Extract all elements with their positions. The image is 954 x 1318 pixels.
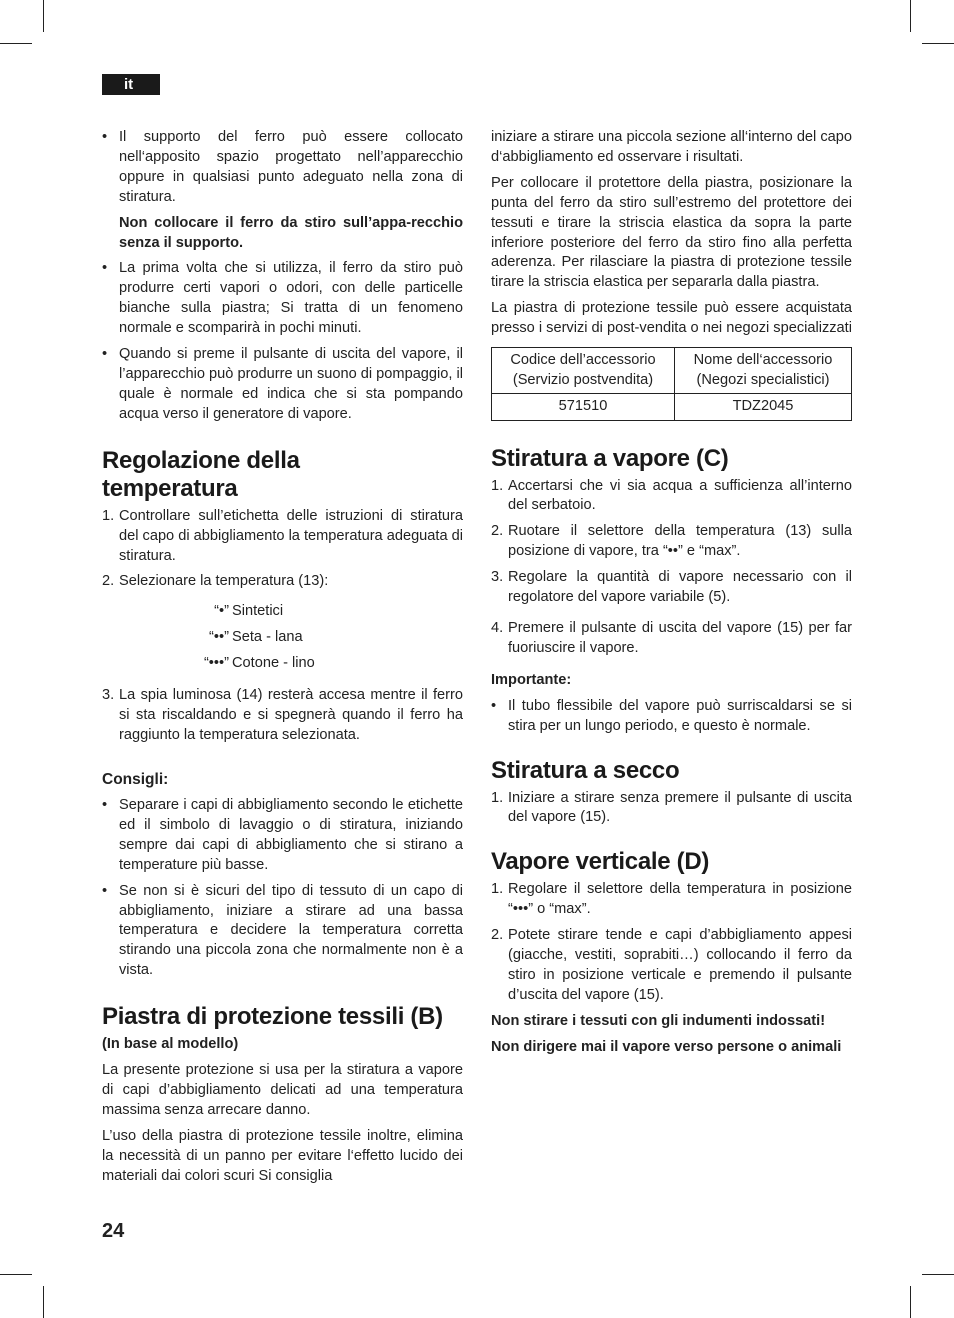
list-item (102, 345, 463, 425)
title-line: temperatura (102, 474, 238, 502)
temperature-row (102, 598, 463, 624)
numbered-step (491, 568, 852, 608)
bullet: • (491, 697, 497, 714)
numbered-step (491, 926, 852, 1006)
section-title-dry: Stiratura a secco (491, 756, 680, 784)
list-item-text: Quando si preme il pulsante di uscita del vapore, il l’apparecchio può produrre un suono di pompaggio, il quale è normale ed indica che si sta pompando acqua verso il generatore di vapore. (119, 346, 463, 422)
step-number: 1. (491, 789, 504, 806)
step-number: 4. (491, 620, 504, 636)
bullet: • (102, 797, 108, 814)
bullet: • (102, 882, 108, 899)
right-column (491, 128, 852, 1064)
paragraph: Per collocare il protettore della piastra, posizionare la punta del ferro da stiro sull’estremo del protettore dei tessuti e tirare la striscia elastica da sopra la parte inferiore posteriore del ferro da stiro fino alla perfetta aderenza. Per rilasciare la piastra di protezione tessile tirare la striscia elastica per separarla dalla piastra. (491, 174, 852, 291)
table-row (492, 394, 852, 421)
list-item-text: Se non si è sicuri del tipo di tessuto di un capo di abbigliamento, iniziare a stirare ad una bassa temperatura e decidere la temperatura corretta stirando una piccola zona che normalmente non è a vista. (119, 882, 463, 979)
numbered-step (491, 522, 852, 562)
paragraph: La piastra di protezione tessile può essere acquistata presso i servizi di post-vendita o nei negozi specializzati (491, 300, 852, 337)
title-line: Regolazione della (102, 446, 300, 474)
left-column (102, 128, 463, 1193)
step-text: Regolare il selettore della temperatura in posizione “•••” o “max”. (508, 881, 852, 918)
bullet: • (102, 129, 108, 145)
list-item-text: Separare i capi di abbigliamento secondo le etichette ed il simbolo di lavaggio o di stiratura, iniziando sempre dai capi di abbigliamento che si stirano a temperature più basse. (119, 797, 463, 873)
list-item (491, 697, 852, 737)
header-line: (Servizio postvendita) (512, 371, 654, 388)
temperature-symbol: “••” (209, 629, 229, 646)
step-text: Premere il pulsante di uscita del vapore (15) per far fuoriuscire il vapore. (508, 620, 852, 656)
numbered-step (491, 789, 852, 829)
step-text: Controllare sull’etichetta delle istruzioni di stiratura del capo di abbigliamento la temperatura adeguata di stiratura. (119, 507, 464, 564)
step-text: La spia luminosa (14) resterà accesa mentre il ferro si sta riscaldando e si spegnerà quando il ferro ha raggiunto la temperatura selezionata. (119, 687, 463, 744)
important-title: Importante: (491, 671, 572, 688)
temperature-list (102, 598, 463, 676)
temperature-label: Sintetici (232, 603, 284, 620)
step-text: Ruotare il selettore della temperatura (13) sulla posizione di vapore, tra “••” e “max”. (508, 523, 852, 560)
page-number: 24 (102, 1220, 125, 1242)
step-number: 1. (491, 477, 504, 494)
table-header-cell (492, 348, 675, 394)
language-tab: it (102, 74, 160, 95)
step-number: 3. (102, 687, 115, 704)
step-text: Regolare la quantità di vapore necessario con il regolatore del vapore variabile (5). (508, 569, 852, 606)
step-text: Accertarsi che vi sia acqua a sufficienza all’interno del serbatoio. (508, 477, 852, 514)
list-item (102, 882, 463, 982)
list-item-text: Il supporto del ferro può essere collocato nell‘apposito spazio progettato nell’apparecchio oppure in qualsiasi punto adeguato nella zona di stiratura. (119, 129, 463, 205)
numbered-step (102, 507, 463, 567)
section-title-plate: Piastra di protezione tessili (B) (102, 1003, 443, 1031)
numbered-step (491, 619, 852, 659)
crop-mark (910, 0, 911, 32)
section-subtitle: (In base al modello) (102, 1036, 239, 1053)
section-title-vertical: Vapore verticale (D) (491, 848, 710, 876)
step-text: Selezionare la temperatura (13): (119, 573, 329, 590)
paragraph: iniziare a stirare una piccola sezione all‘interno del capo d‘abbigliamento ed osservare i risultati. (491, 129, 852, 165)
warning-text: Non stirare i tessuti con gli indumenti indossati! (491, 1012, 826, 1029)
crop-mark (922, 1274, 954, 1275)
table-cell: 571510 (492, 394, 675, 421)
numbered-step (491, 880, 852, 920)
table-header-cell (675, 348, 852, 394)
crop-mark (0, 1274, 32, 1275)
section-title-temperature (102, 447, 463, 503)
list-item (102, 796, 463, 876)
accessory-table (491, 347, 852, 421)
temperature-label: Seta - lana (232, 629, 303, 646)
numbered-step (102, 572, 463, 592)
header-line: Codice dell’accessorio (510, 352, 656, 369)
crop-mark (0, 43, 32, 44)
step-text: Potete stirare tende e capi d’abbigliamento appesi (giacche, vestiti, soprabiti…) collocando il ferro da stiro in posizione verticale e premendo il pulsante d’uscita del vapore (15). (508, 927, 852, 1003)
bullet: • (102, 346, 108, 363)
header-line: (Negozi specialistici) (696, 371, 830, 388)
step-number: 1. (491, 881, 504, 898)
temperature-row (102, 650, 463, 676)
crop-mark (43, 0, 44, 32)
crop-mark (43, 1286, 44, 1318)
list-item (102, 128, 463, 208)
header-line: Nome dell‘accessorio (693, 352, 833, 369)
step-text: Iniziare a stirare senza premere il pulsante di uscita del vapore (15). (508, 789, 852, 826)
numbered-step (102, 686, 463, 746)
temperature-label: Cotone - lino (232, 655, 315, 672)
step-number: 2. (102, 573, 115, 590)
section-title-steam: Stiratura a vapore (C) (491, 444, 729, 472)
temperature-symbol: “•••” (203, 655, 229, 672)
bullet: • (102, 260, 108, 277)
step-number: 1. (102, 507, 115, 524)
temperature-symbol: “•” (214, 603, 229, 620)
paragraph: L’uso della piastra di protezione tessile inoltre, elimina la necessità di un panno per evitare l‘effetto lucido dei materiali dai colori scuri Si consiglia (102, 1127, 463, 1184)
warning-text: Non dirigere mai il vapore verso persone o animali (491, 1038, 842, 1055)
warning-note: Non collocare il ferro da stiro sull’appa-recchio senza il supporto. (119, 214, 463, 251)
list-item-text: La prima volta che si utilizza, il ferro da stiro può produrre certi vapori o odori, con delle particelle bianche sulla piastra; Si tratta di un fenomeno normale e scomparirà in pochi minuti. (119, 260, 463, 337)
step-number: 2. (491, 523, 504, 540)
numbered-step (491, 477, 852, 517)
list-item (102, 259, 463, 339)
list-item-text: Il tubo flessibile del vapore può surriscaldarsi se si stira per un lungo periodo, e questo è normale. (508, 697, 852, 734)
tips-title: Consigli: (102, 771, 169, 789)
temperature-row (102, 624, 463, 650)
crop-mark (910, 1286, 911, 1318)
paragraph: La presente protezione si usa per la stiratura a vapore di capi d’abbigliamento delicati ad una temperatura massima senza arrecare danno. (102, 1062, 463, 1118)
step-number: 3. (491, 569, 504, 586)
step-number: 2. (491, 927, 504, 944)
table-cell: TDZ2045 (675, 394, 852, 421)
crop-mark (922, 43, 954, 44)
table-row (492, 348, 852, 394)
